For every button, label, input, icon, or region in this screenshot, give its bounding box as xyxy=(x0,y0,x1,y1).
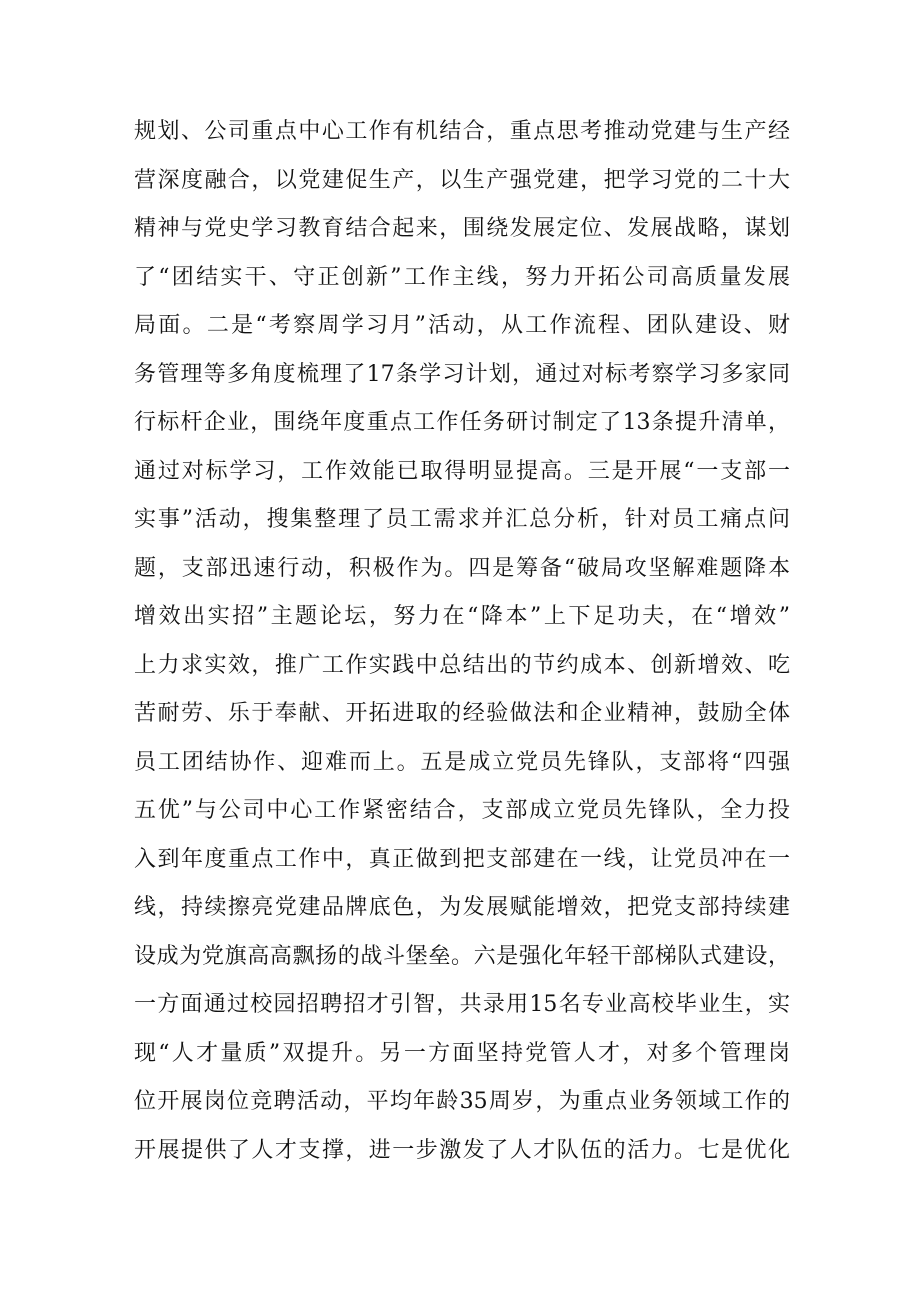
text-line: 实事”活动，搜集整理了员工需求并汇总分析，针对员工痛点问 xyxy=(134,507,790,532)
text-line: 现“人才量质”双提升。另一方面坚持党管人才，对多个管理岗 xyxy=(134,1040,790,1066)
text-line: 务管理等多角度梳理了17条学习计划，通过对标考察学习多家同 xyxy=(134,361,790,387)
body-paragraph xyxy=(134,108,790,1175)
text-line: 线，持续擦亮党建品牌底色，为发展赋能增效，把党支部持续建 xyxy=(134,895,790,920)
text-line: 营深度融合，以党建促生产，以生产强党建，把学习党的二十大 xyxy=(134,167,790,193)
text-line: 增效出实招”主题论坛，努力在“降本”上下足功夫，在“增效” xyxy=(134,604,790,629)
text-line: 设成为党旗高高飘扬的战斗堡垒。六是强化年轻干部梯队式建设， xyxy=(134,943,790,969)
text-line: 入到年度重点工作中，真正做到把支部建在一线，让党员冲在一 xyxy=(134,846,790,872)
text-line: 行标杆企业，围绕年度重点工作任务研讨制定了13条提升清单， xyxy=(134,410,790,435)
text-line: 一方面通过校园招聘招才引智，共录用15名专业高校毕业生，实 xyxy=(134,992,790,1017)
text-line: 题，支部迅速行动，积极作为。四是筹备“破局攻坚解难题降本 xyxy=(134,555,790,581)
text-line: 五优”与公司中心工作紧密结合，支部成立党员先锋队，全力投 xyxy=(134,798,790,823)
text-line: 开展提供了人才支撑，进一步激发了人才队伍的活力。七是优化 xyxy=(134,1137,790,1163)
text-line: 规划、公司重点中心工作有机结合，重点思考推动党建与生产经 xyxy=(134,119,790,144)
text-line: 位开展岗位竞聘活动，平均年龄35周岁，为重点业务领域工作的 xyxy=(134,1089,790,1114)
text-line: 了“团结实干、守正创新”工作主线，努力开拓公司高质量发展 xyxy=(134,264,790,290)
text-line: 苦耐劳、乐于奉献、开拓进取的经验做法和企业精神，鼓励全体 xyxy=(134,701,790,726)
text-line: 上力求实效，推广工作实践中总结出的节约成本、创新增效、吃 xyxy=(134,652,790,678)
text-line: 局面。二是“考察周学习月”活动，从工作流程、团队建设、财 xyxy=(134,313,790,338)
text-line: 精神与党史学习教育结合起来，围绕发展定位、发展战略，谋划 xyxy=(134,216,790,241)
text-line: 通过对标学习，工作效能已取得明显提高。三是开展“一支部一 xyxy=(134,458,790,484)
text-line: 员工团结协作、迎难而上。五是成立党员先锋队，支部将“四强 xyxy=(134,749,790,775)
